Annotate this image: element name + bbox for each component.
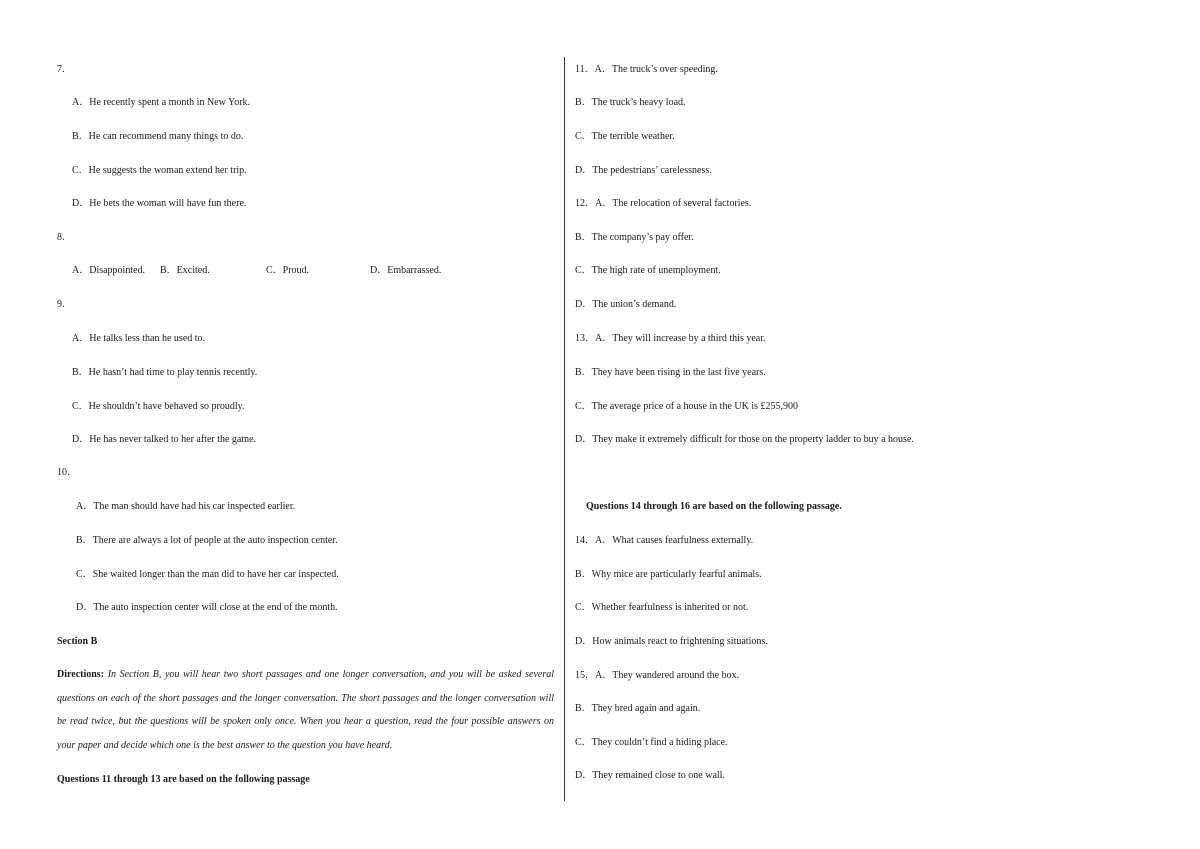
question-13-option-a: 13．A．They will increase by a third this year. (575, 333, 766, 344)
section-b-directions (57, 663, 554, 757)
question-8-option-b: B．Excited. (160, 265, 210, 276)
passage-heading-14-16: Questions 14 through 16 are based on the following passage. (586, 501, 842, 512)
question-13-option-c: C．The average price of a house in the UK is £255,900 (575, 401, 798, 412)
question-7-number: 7． (57, 64, 72, 75)
question-15-option-d: D．They remained close to one wall. (575, 770, 725, 781)
question-15-option-a: 15．A．They wandered around the box. (575, 670, 740, 681)
question-13-option-d: D．They make it extremely difficult for those on the property ladder to buy a house. (575, 434, 914, 445)
column-divider (564, 57, 565, 801)
question-14-option-a: 14．A．What causes fearfulness externally. (575, 535, 754, 546)
question-9-option-a: A．He talks less than he used to. (72, 333, 206, 344)
question-7-option-a: A．He recently spent a month in New York. (72, 97, 251, 108)
question-10-number: 10． (57, 467, 77, 478)
directions-label: Directions: (57, 669, 105, 680)
question-7-option-b: B．He can recommend many things to do. (72, 131, 244, 142)
question-9-option-d: D．He has never talked to her after the game. (72, 434, 257, 445)
question-8-number: 8． (57, 232, 72, 243)
question-7-option-c: C．He suggests the woman extend her trip. (72, 165, 247, 176)
question-10-option-d: D．The auto inspection center will close at the end of the month. (76, 602, 338, 613)
question-8-option-c: C．Proud. (266, 265, 310, 276)
question-12-option-d: D．The union’s demand. (575, 299, 677, 310)
directions-text: In Section B, you will hear two short passages and one longer conversation, and you will be asked several questions on each of the short passages and the longer conversation. The short passages and the longer conversation will be read twice, but the questions will be spoken only once. When you hear a question, read the four possible answers on your paper and decide which one is the best answer to the question you have heard. (57, 669, 554, 751)
question-7-option-d: D．He bets the woman will have fun there. (72, 198, 247, 209)
question-14-option-c: C．Whether fearfulness is inherited or not. (575, 602, 749, 613)
passage-heading-11-13: Questions 11 through 13 are based on the following passage (57, 774, 310, 785)
question-15-option-b: B．They bred again and again. (575, 703, 701, 714)
question-14-option-b: B．Why mice are particularly fearful animals. (575, 569, 762, 580)
question-13-option-b: B．They have been rising in the last five years. (575, 367, 766, 378)
question-10-option-c: C．She waited longer than the man did to have her car inspected. (76, 569, 339, 580)
question-9-number: 9． (57, 299, 72, 310)
question-11-option-a: 11．A．The truck’s over speeding. (575, 64, 718, 75)
question-8-option-a: A．Disappointed. (72, 265, 146, 276)
question-11-option-d: D．The pedestrians’ carelessness. (575, 165, 712, 176)
question-8-option-d: D．Embarrassed. (370, 265, 442, 276)
question-14-option-d: D．How animals react to frightening situations. (575, 636, 768, 647)
question-11-option-b: B．The truck’s heavy load. (575, 97, 686, 108)
question-10-option-b: B．There are always a lot of people at the auto inspection center. (76, 535, 338, 546)
section-b-heading: Section B (57, 636, 98, 647)
question-10-option-a: A．The man should have had his car inspected earlier. (76, 501, 296, 512)
question-9-option-c: C．He shouldn’t have behaved so proudly. (72, 401, 245, 412)
question-9-option-b: B．He hasn’t had time to play tennis recently. (72, 367, 258, 378)
question-12-option-c: C．The high rate of unemployment. (575, 265, 721, 276)
question-15-option-c: C．They couldn’t find a hiding place. (575, 737, 728, 748)
question-12-option-b: B．The company’s pay offer. (575, 232, 694, 243)
question-12-option-a: 12．A．The relocation of several factories. (575, 198, 752, 209)
question-11-option-c: C．The terrible weather. (575, 131, 675, 142)
